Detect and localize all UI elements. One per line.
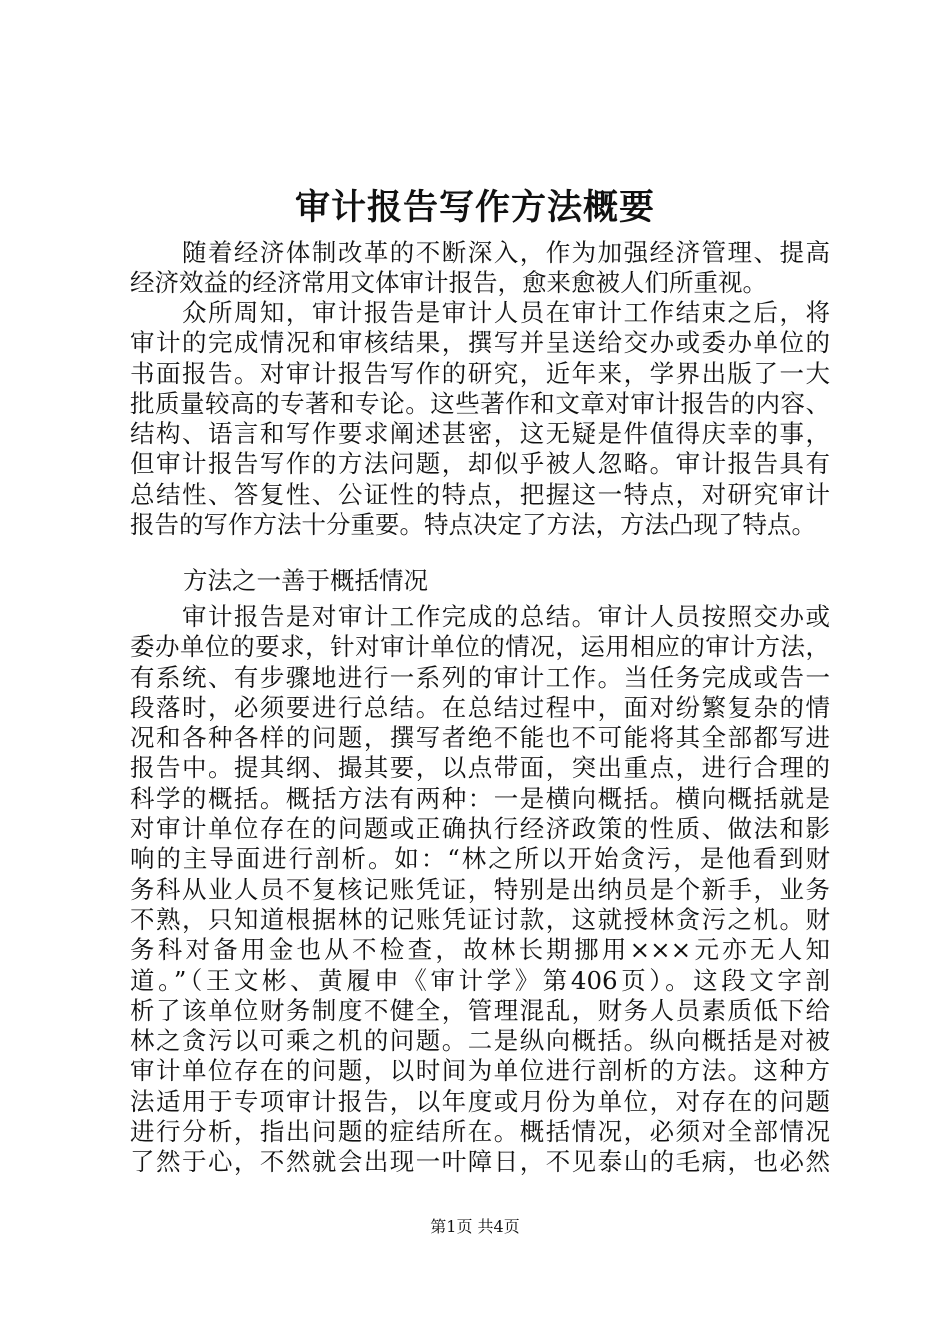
page-footer: 第1页 共4页 — [430, 1217, 520, 1236]
paragraph-line: 但审计报告写作的方法问题，却似乎被人忽略。审计报告具有 — [130, 449, 830, 479]
paragraph-line: 进行分析，指出问题的症结所在。概括情况，必须对全部情况 — [130, 1117, 830, 1147]
paragraph-line: 书面报告。对审计报告写作的研究，近年来，学界出版了一大 — [130, 358, 830, 388]
paragraph-line: 况和各种各样的问题，撰写者绝不能也不可能将其全部都写进 — [130, 723, 830, 753]
intro-paragraph — [130, 238, 830, 299]
paragraph-line: 报告的写作方法十分重要。特点决定了方法，方法凸现了特点。 — [130, 510, 816, 540]
paragraph-line: 总结性、答复性、公证性的特点，把握这一特点，对研究审计 — [130, 479, 830, 509]
section-paragraph — [130, 602, 830, 1178]
paragraph-line: 林之贪污以可乘之机的问题。二是纵向概括。纵向概括是对被 — [130, 1026, 830, 1056]
paragraph-line: 结构、语言和写作要求阐述甚密，这无疑是件值得庆幸的事， — [130, 419, 830, 449]
paragraph-line: 析了该单位财务制度不健全，管理混乱，财务人员素质低下给 — [130, 995, 830, 1025]
paragraph-line: 经济效益的经济常用文体审计报告，愈来愈被人们所重视。 — [130, 268, 767, 298]
paragraph-line: 随着经济体制改革的不断深入，作为加强经济管理、提高 — [130, 238, 830, 267]
paragraph-line: 对审计单位存在的问题或正确执行经济政策的性质、做法和影 — [130, 814, 830, 844]
paragraph-line: 众所周知，审计报告是审计人员在审计工作结束之后，将 — [130, 298, 830, 327]
paragraph-line: 报告中。提其纲、撮其要，以点带面，突出重点，进行合理的 — [130, 753, 830, 783]
paragraph-line: 科学的概括。概括方法有两种：一是横向概括。横向概括就是 — [130, 783, 830, 813]
overview-paragraph — [130, 298, 830, 540]
paragraph-line: 批质量较高的专著和专论。这些著作和文章对审计报告的内容、 — [130, 388, 830, 418]
document-title: 审计报告写作方法概要 — [294, 187, 655, 228]
paragraph-line: 务科从业人员不复核记账凭证，特别是出纳员是个新手，业务 — [130, 874, 830, 904]
paragraph-line: 道。”（王文彬、黄履申《审计学》第406页）。这段文字剖 — [130, 965, 830, 995]
paragraph-line: 了然于心，不然就会出现一叶障日，不见泰山的毛病，也必然 — [130, 1147, 830, 1177]
paragraph-line: 委办单位的要求，针对审计单位的情况，运用相应的审计方法， — [130, 632, 830, 662]
paragraph-line: 法适用于专项审计报告，以年度或月份为单位，对存在的问题 — [130, 1086, 830, 1116]
paragraph-line: 务科对备用金也从不检查，故林长期挪用×××元亦无人知 — [130, 935, 830, 965]
paragraph-line: 不熟，只知道根据林的记账凭证讨款，这就授林贪污之机。财 — [130, 904, 830, 934]
paragraph-line: 审计报告是对审计工作完成的总结。审计人员按照交办或 — [130, 602, 830, 631]
paragraph-line: 审计的完成情况和审核结果，撰写并呈送给交办或委办单位的 — [130, 328, 830, 358]
paragraph-line: 响的主导面进行剖析。如：“林之所以开始贪污，是他看到财 — [130, 844, 830, 874]
paragraph-line: 段落时，必须要进行总结。在总结过程中，面对纷繁复杂的情 — [130, 692, 830, 722]
paragraph-line: 审计单位存在的问题，以时间为单位进行剖析的方法。这种方 — [130, 1056, 830, 1086]
paragraph-line: 有系统、有步骤地进行一系列的审计工作。当任务完成或告一 — [130, 662, 830, 692]
section-heading: 方法之一善于概括情况 — [183, 566, 428, 595]
